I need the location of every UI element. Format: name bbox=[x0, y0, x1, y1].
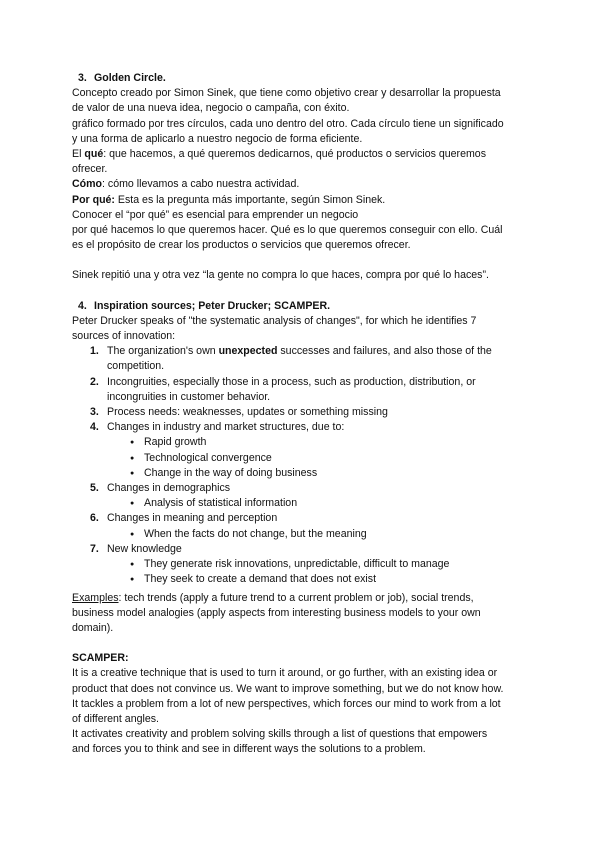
document-content bbox=[72, 71, 542, 758]
sub-list-container bbox=[72, 527, 542, 542]
sub-list bbox=[72, 527, 542, 542]
examples-line bbox=[72, 591, 542, 606]
list-item bbox=[72, 420, 542, 435]
examples-label: Examples bbox=[72, 591, 119, 604]
list-item-text: New knowledge bbox=[107, 542, 182, 555]
list-number: 6. bbox=[90, 512, 99, 525]
text-run: : tech trends (apply a future trend to a current problem or job), social trends, bbox=[118, 591, 474, 604]
paragraph-line: and forces you to think and see in different ways the solutions to a problem. bbox=[72, 743, 426, 756]
sub-list-container bbox=[72, 496, 542, 511]
innovation-sources-list bbox=[72, 344, 542, 587]
sub-list bbox=[72, 496, 542, 511]
spacer bbox=[72, 253, 542, 268]
list-item bbox=[72, 481, 542, 496]
bold-term: Por qué: bbox=[72, 193, 115, 206]
section-number: 3. bbox=[78, 72, 87, 84]
sub-list bbox=[72, 557, 542, 587]
list-number: 5. bbox=[90, 482, 99, 495]
bold-term: unexpected bbox=[218, 345, 278, 358]
paragraph-line: product that does not convince us. We want to improve something, but we do not know how. bbox=[72, 682, 504, 695]
bold-term: qué bbox=[84, 148, 104, 161]
paragraph-line: Conocer el “por qué” es esencial para emprender un negocio bbox=[72, 208, 359, 221]
sub-list-item: ● Rapid growth bbox=[72, 435, 542, 450]
paragraph-line-porque bbox=[72, 193, 542, 208]
paragraph-line: domain). bbox=[72, 621, 114, 634]
paragraph-line-que bbox=[72, 147, 542, 162]
list-number: 1. bbox=[90, 345, 99, 358]
list-number: 3. bbox=[90, 406, 99, 419]
text-run: The organization's own bbox=[107, 345, 219, 358]
list-item bbox=[72, 542, 542, 557]
text-run: El bbox=[72, 148, 85, 161]
sub-list-item: ● They generate risk innovations, unpredictable, difficult to manage bbox=[72, 557, 542, 572]
list-item-text: Incongruities, especially those in a process, such as production, distribution, or bbox=[107, 375, 476, 388]
list-item-text: Changes in meaning and perception bbox=[107, 512, 278, 525]
text-run: successes and failures, and also those of the bbox=[277, 345, 492, 358]
section-heading-inspiration bbox=[72, 299, 542, 314]
sub-list-item: ● Technological convergence bbox=[72, 451, 542, 466]
scamper-heading: SCAMPER: bbox=[72, 652, 129, 665]
paragraph-line: Concepto creado por Simon Sinek, que tiene como objetivo crear y desarrollar la propuesta bbox=[72, 87, 501, 100]
text-run: : que hacemos, a qué queremos dedicarnos, qué productos o servicios queremos bbox=[103, 148, 486, 161]
paragraph-line: por qué hacemos lo que queremos hacer. Qué es lo que queremos conseguir con ello. Cuál bbox=[72, 224, 503, 237]
section-title: Inspiration sources; Peter Drucker; SCAMPER. bbox=[94, 299, 331, 312]
paragraph-line: y una forma de aplicarlo a nuestro negocio de forma eficiente. bbox=[72, 132, 363, 145]
paragraph-line-como bbox=[72, 177, 542, 192]
section-title: Golden Circle. bbox=[94, 72, 166, 84]
list-number: 4. bbox=[90, 421, 99, 434]
spacer bbox=[72, 284, 542, 299]
list-item-text: Changes in industry and market structures, due to: bbox=[107, 421, 345, 434]
paragraph-line: It activates creativity and problem solving skills through a list of questions that empowers bbox=[72, 728, 488, 741]
paragraph-line: de valor de una nueva idea, negocio o campaña, con éxito. bbox=[72, 102, 350, 115]
list-number: 2. bbox=[90, 375, 99, 388]
sub-list-item: ● Change in the way of doing business bbox=[72, 466, 542, 481]
bold-term: Cómo bbox=[72, 178, 103, 191]
list-item bbox=[72, 344, 542, 374]
paragraph-line: gráfico formado por tres círculos, cada uno dentro del otro. Cada círculo tiene un significado bbox=[72, 117, 504, 130]
sub-list bbox=[72, 435, 542, 481]
list-item bbox=[72, 405, 542, 420]
paragraph-line: business model analogies (apply aspects from interesting business models to your own bbox=[72, 606, 481, 619]
list-item bbox=[72, 375, 542, 405]
sinek-quote: Sinek repitió una y otra vez “la gente no compra lo que haces, compra por qué lo haces”. bbox=[72, 269, 489, 282]
paragraph-line: ofrecer. bbox=[72, 163, 108, 176]
paragraph-line: Peter Drucker speaks of "the systematic analysis of changes", for which he identifies 7 bbox=[72, 314, 477, 327]
sub-list-container bbox=[72, 557, 542, 587]
sub-list-item: ● They seek to create a demand that does not exist bbox=[72, 572, 542, 587]
list-number: 7. bbox=[90, 542, 99, 555]
section-number: 4. bbox=[78, 299, 87, 312]
paragraph-line: of different angles. bbox=[72, 712, 159, 725]
list-item-text: Changes in demographics bbox=[107, 482, 231, 495]
list-item-continuation: competition. bbox=[107, 360, 165, 373]
paragraph-line: It tackles a problem from a lot of new perspectives, which forces our mind to work from a lot bbox=[72, 697, 501, 710]
sub-list-item: ● Analysis of statistical information bbox=[72, 496, 542, 511]
text-run: Esta es la pregunta más importante, según Simon Sinek. bbox=[114, 193, 386, 206]
sub-list-container bbox=[72, 435, 542, 481]
paragraph-line: sources of innovation: bbox=[72, 330, 176, 343]
section-heading-golden-circle bbox=[72, 71, 542, 86]
text-run: : cómo llevamos a cabo nuestra actividad. bbox=[102, 178, 300, 191]
list-item bbox=[72, 511, 542, 526]
paragraph-line: es el propósito de crear los productos o servicios que queremos ofrecer. bbox=[72, 239, 411, 252]
list-item-continuation: incongruities in customer behavior. bbox=[107, 390, 271, 403]
spacer bbox=[72, 636, 542, 651]
list-item-text: Process needs: weaknesses, updates or something missing bbox=[107, 406, 388, 419]
sub-list-item: ● When the facts do not change, but the meaning bbox=[72, 527, 542, 542]
paragraph-line: It is a creative technique that is used to turn it around, or go further, with an existing idea or bbox=[72, 667, 498, 680]
